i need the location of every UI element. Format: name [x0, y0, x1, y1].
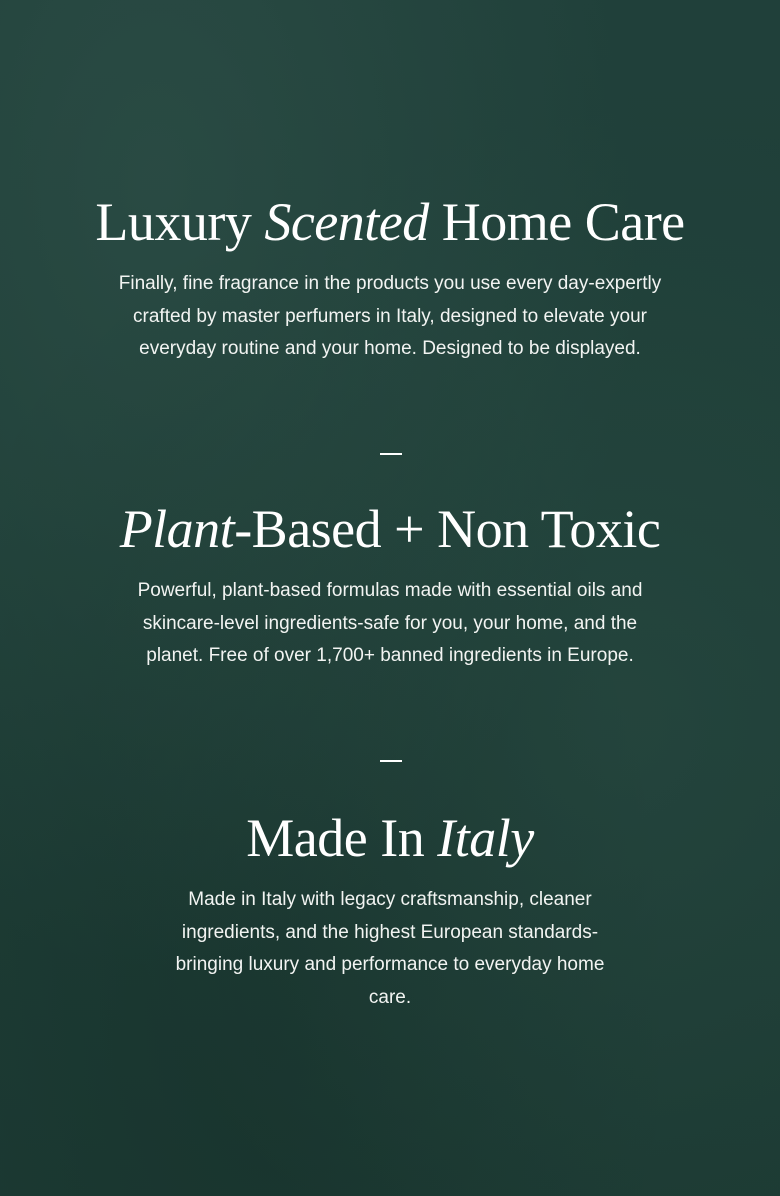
section-description: Made in Italy with legacy craftsmanship, cleaner ingredients, and the highest European standards-bringing luxury and performance to everyday home care. [175, 889, 605, 1008]
section-heading: Luxury Scented Home Care [95, 192, 685, 252]
section-description: Powerful, plant-based formulas made with essential oils and skincare-level ingredients-safe for you, your home, and the planet. Free of over 1,700+ banned ingredients in Europe. [137, 580, 643, 666]
section-luxury-scented [0, 190, 780, 366]
section-heading: Made In Italy [246, 808, 534, 868]
section-heading: Plant-Based + Non Toxic [119, 499, 661, 559]
section-plant-based [0, 497, 780, 673]
section-divider [380, 453, 402, 455]
section-divider [380, 760, 402, 762]
section-made-in-italy [0, 806, 780, 1014]
section-description: Finally, fine fragrance in the products you use every day-expertly crafted by master perfumers in Italy, designed to elevate your everyday routine and your home. Designed to be displayed. [118, 273, 662, 359]
